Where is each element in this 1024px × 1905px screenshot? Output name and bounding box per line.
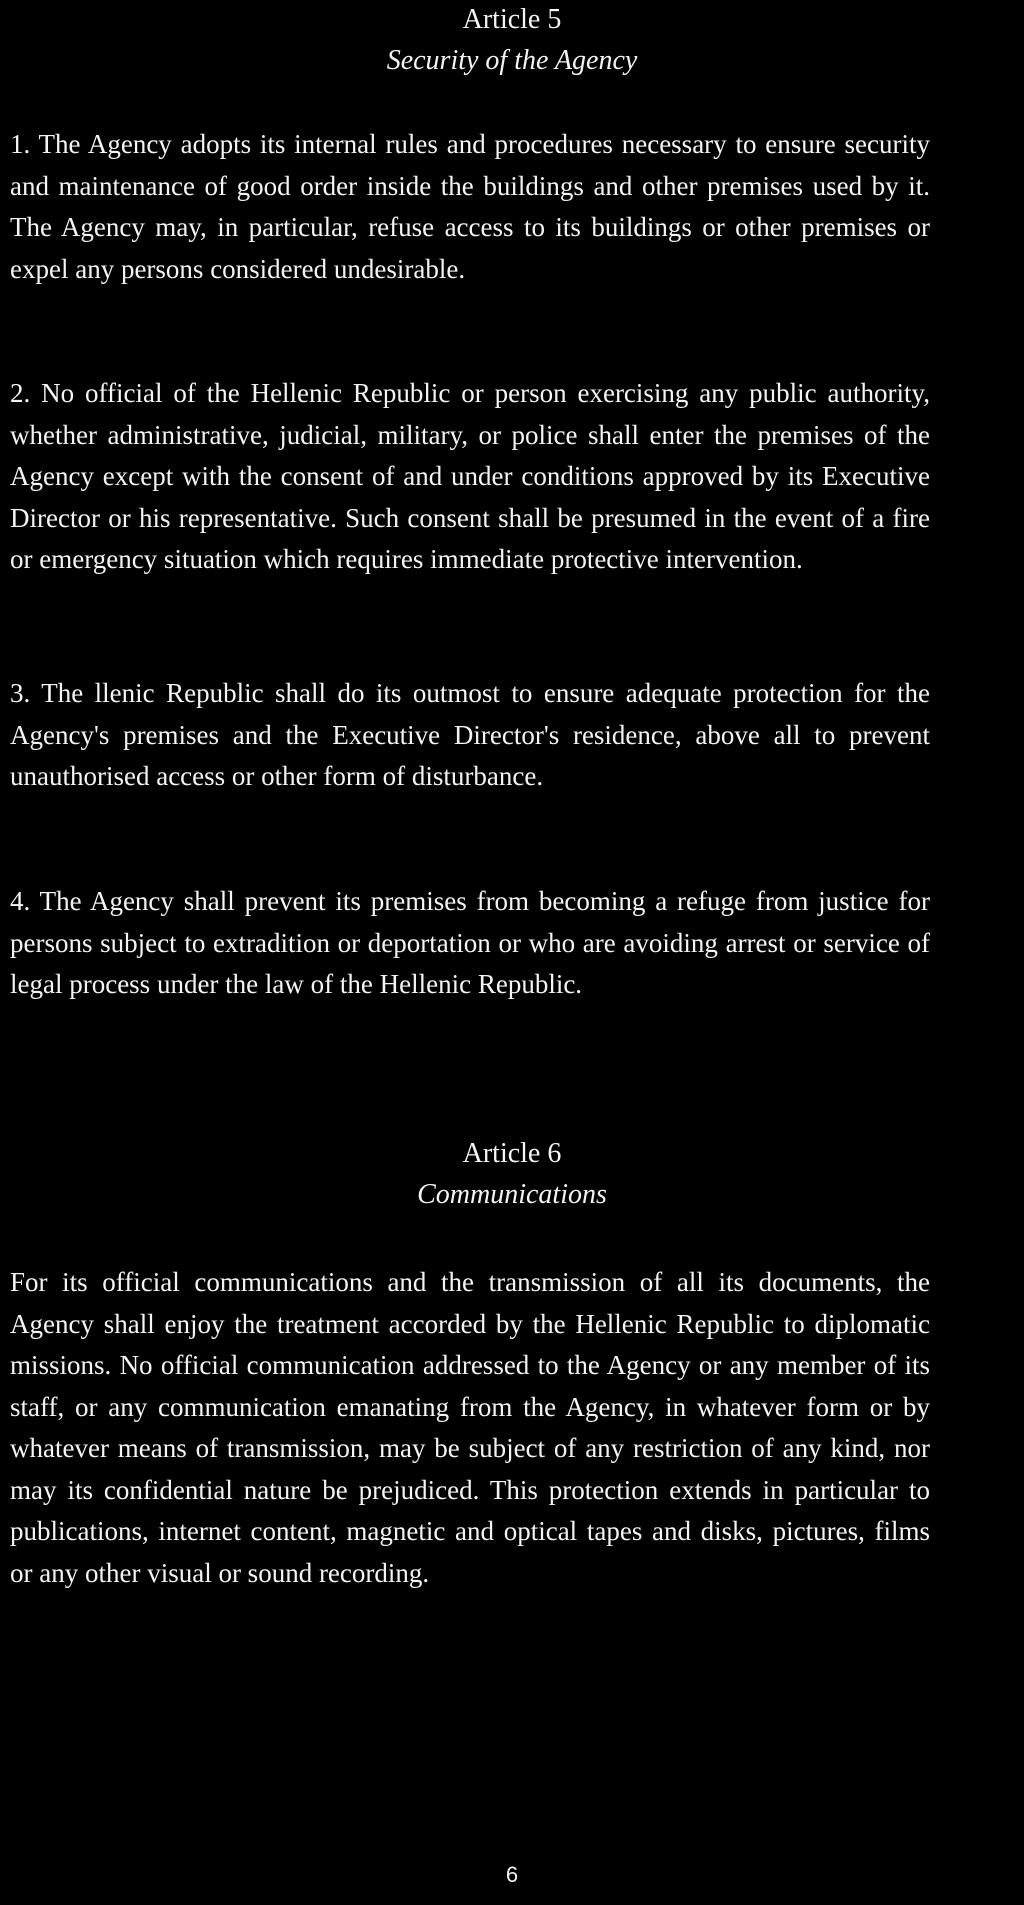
article-5-paragraph-2: 2. No official of the Hellenic Republic or person exercising any public authority, whether administrative, judicial, military, or police shall enter the premises of the Agency except with the consent of and under conditions approved by its Executive Director or his representative. Such consent shall be presumed in the event of a fire or emergency situation which requires immediate protective intervention. [10,378,930,574]
article-5-title: Article 5 [462,4,562,35]
article-6-title: Article 6 [462,1138,562,1169]
article-5-subtitle: Security of the Agency [386,45,638,76]
article-5-paragraph-4: 4. The Agency shall prevent its premises from becoming a refuge from justice for persons subject to extradition or deportation or who are avoiding arrest or service of legal process under the law of the Hellenic Republic. [10,886,930,999]
article-5-paragraph-1: 1. The Agency adopts its internal rules and procedures necessary to ensure security and maintenance of good order inside the buildings and other premises used by it. The Agency may, in particular, refuse access to its buildings or other premises or expel any persons considered undesirable. [10,129,930,284]
article-6-subtitle: Communications [417,1179,607,1210]
article-5-paragraph-3: 3. The llenic Republic shall do its outmost to ensure adequate protection for the Agency's premises and the Executive Director's residence, above all to prevent unauthorised access or other form of disturbance. [10,678,930,791]
article-6-paragraph-1: For its official communications and the transmission of all its documents, the Agency shall enjoy the treatment accorded by the Hellenic Republic to diplomatic missions. No official communication addressed to the Agency or any member of its staff, or any communication emanating from the Agency, in whatever form or by whatever means of transmission, may be subject of any restriction of any kind, nor may its confidential nature be prejudiced. This protection extends in particular to publications, internet content, magnetic and optical tapes and disks, pictures, films or any other visual or sound recording. [10,1267,930,1588]
page-number: 6 [505,1862,519,1887]
